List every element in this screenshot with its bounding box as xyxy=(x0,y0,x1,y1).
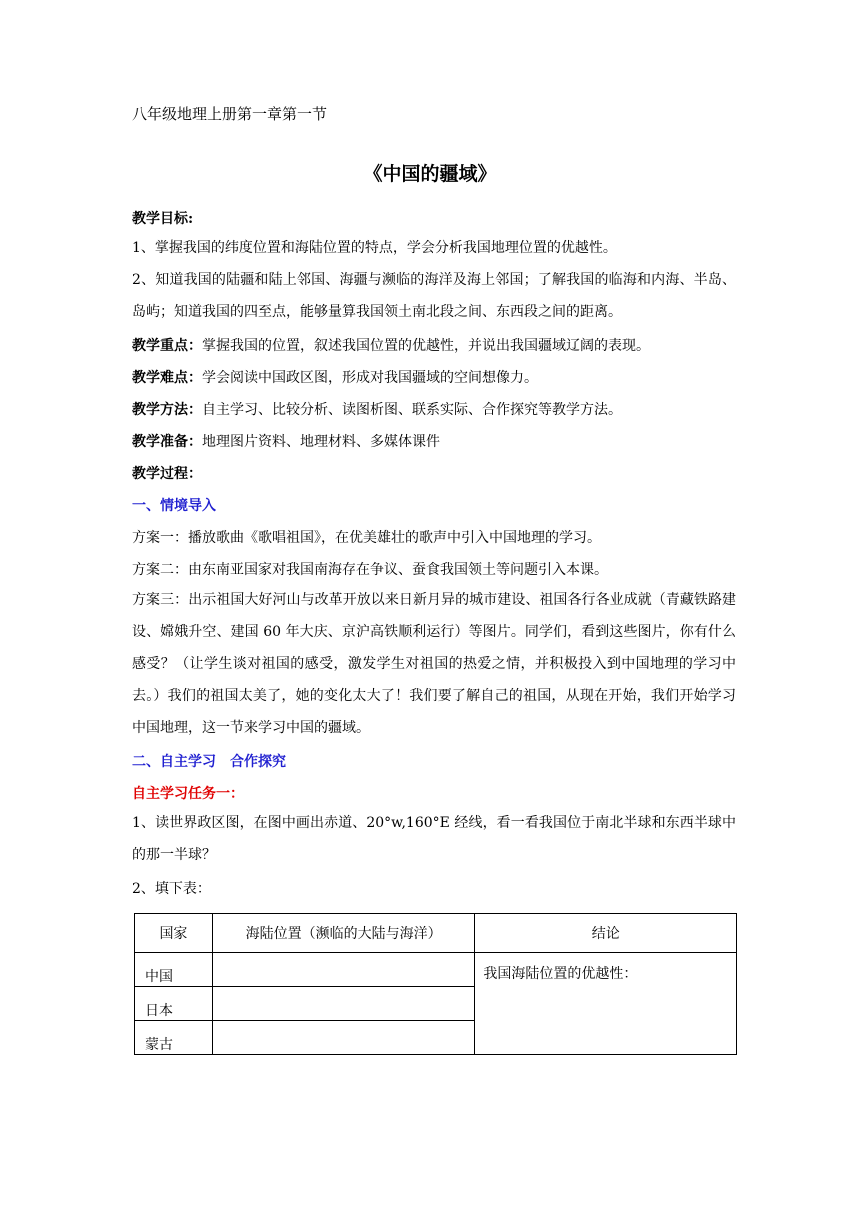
difficulty-line xyxy=(132,367,538,387)
difficulty-label: 教学难点： xyxy=(132,370,202,386)
plan-2: 方案二：由东南亚国家对我国南海存在争议、蚕食我国领土等问题引入本课。 xyxy=(132,562,608,578)
task-1: 1、读世界政区图，在图中画出赤道、20°w,160°E 经线，看一看我国位于南北半球和东西半球中的那一半球？ xyxy=(132,815,736,863)
plan-3: 方案三：出示祖国大好河山与改革开放以来日新月异的城市建设、祖国各行各业成就（青藏铁路建设、嫦娥升空、建国 60 年大庆、京沪高铁顺利运行）等图片。同学们，看到这些图片，你有什么感受？（让学生谈对祖国的感受，激发学生对祖国的热爱之情，并积极投入到中国地理的学习中去。）我们的祖国太美了，她的变化太大了！我们要了解自己的祖国，从现在开始，我们开始学习中国地理，这一节来学习中国的疆域。 xyxy=(132,592,736,736)
preparation-line xyxy=(132,431,440,451)
key-point-label: 教学重点： xyxy=(132,338,202,354)
table-row xyxy=(135,953,737,987)
method-text: 自主学习、比较分析、读图析图、联系实际、合作探究等教学方法。 xyxy=(202,402,622,418)
table-header-position: 海陆位置（濒临的大陆与海洋） xyxy=(212,914,475,953)
plan-1: 方案一：播放歌曲《歌唱祖国》，在优美雄壮的歌声中引入中国地理的学习。 xyxy=(132,530,601,546)
document-subtitle: 八年级地理上册第一章第一节 xyxy=(132,105,328,123)
country-cell: 中国 xyxy=(135,953,213,987)
position-input-cell[interactable] xyxy=(212,987,475,1021)
key-point-text: 掌握我国的位置，叙述我国位置的优越性，并说出我国疆域辽阔的表现。 xyxy=(202,338,650,354)
preparation-label: 教学准备： xyxy=(132,434,202,450)
preparation-text: 地理图片资料、地理材料、多媒体课件 xyxy=(202,434,440,450)
difficulty-text: 学会阅读中国政区图，形成对我国疆域的空间想像力。 xyxy=(202,370,538,386)
method-line xyxy=(132,399,622,419)
objective-item-1: 1、掌握我国的纬度位置和海陆位置的特点，学会分析我国地理位置的优越性。 xyxy=(132,240,617,256)
task-heading: 自主学习任务一： xyxy=(132,786,244,802)
table-header-country: 国家 xyxy=(135,914,213,953)
objectives-heading: 教学目标: xyxy=(132,211,194,227)
position-input-cell[interactable] xyxy=(212,1021,475,1055)
method-label: 教学方法： xyxy=(132,402,202,418)
section2-heading: 二、自主学习 合作探究 xyxy=(132,754,286,770)
position-input-cell[interactable] xyxy=(212,953,475,987)
process-heading: 教学过程： xyxy=(132,466,202,482)
objective-item-2: 2、知道我国的陆疆和陆上邻国、海疆与濒临的海洋及海上邻国；了解我国的临海和内海、半岛、岛屿；知道我国的四至点，能够量算我国领土南北段之间、东西段之间的距离。 xyxy=(132,272,736,320)
document-title: 《中国的疆域》 xyxy=(363,163,497,185)
country-cell: 蒙古 xyxy=(135,1021,213,1055)
key-point-line xyxy=(132,335,650,355)
table-header-conclusion: 结论 xyxy=(475,914,737,953)
conclusion-cell[interactable]: 我国海陆位置的优越性： xyxy=(475,953,737,1055)
comparison-table xyxy=(134,913,737,1055)
section1-heading: 一、情境导入 xyxy=(132,498,216,514)
table-header-row xyxy=(135,914,737,953)
country-cell: 日本 xyxy=(135,987,213,1021)
task-2: 2、填下表： xyxy=(132,881,211,897)
